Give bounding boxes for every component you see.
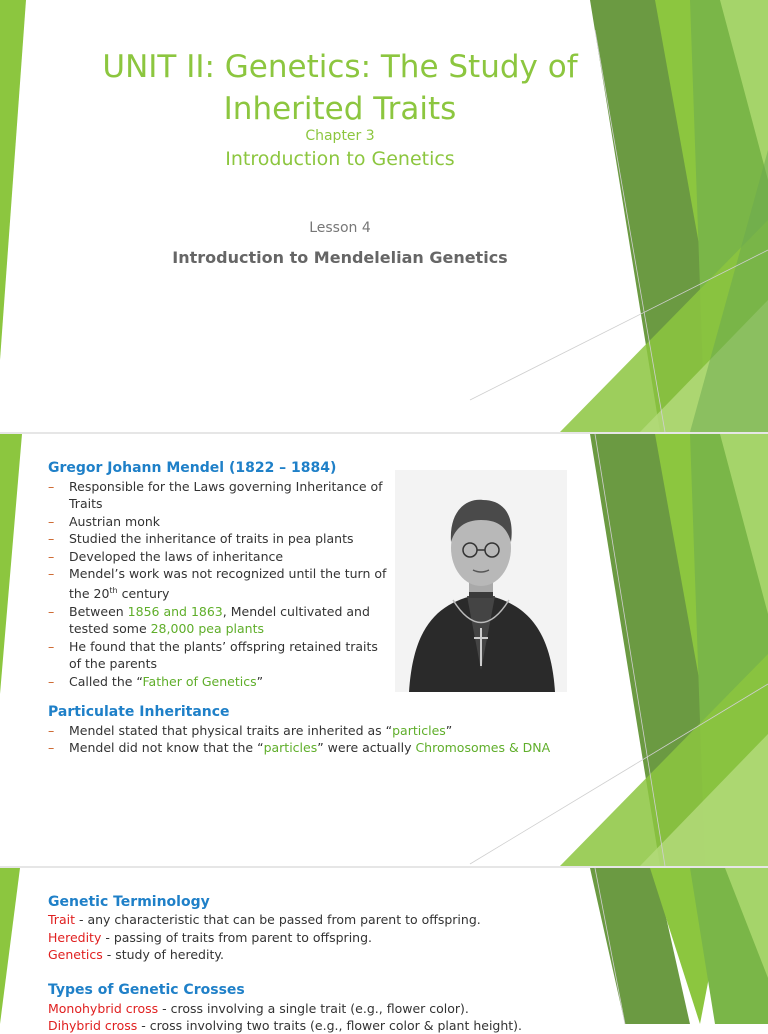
terminology-heading: Genetic Terminology (48, 894, 210, 910)
definition-monohybrid (48, 1000, 469, 1017)
list-item (48, 638, 388, 673)
slide-title-heading: UNIT II: Genetics: The Study of Inherited Traits (102, 49, 578, 127)
term: Genetics (48, 947, 103, 962)
list-item-text: Mendel stated that physical traits are inherited as “ (69, 723, 393, 738)
definition-text: - cross involving a single trait (e.g., flower color). (158, 1001, 469, 1016)
genetic-crosses-heading: Types of Genetic Crosses (48, 982, 245, 998)
lesson-label: Lesson 4 (309, 220, 371, 236)
term: Trait (48, 912, 75, 927)
list-item (48, 673, 388, 690)
slide-title (0, 0, 768, 432)
list-item-text: Called the “ (69, 673, 143, 689)
list-item-text: Responsible for the Laws governing Inheritance of Traits (69, 479, 383, 512)
highlight-chromosomes-dna: Chromosomes & DNA (415, 740, 551, 756)
list-item-text: Austrian monk (69, 513, 161, 529)
chapter-label: Chapter 3 (305, 128, 375, 144)
highlight-pea-plants: 28,000 pea plants (150, 621, 264, 637)
list-item-text: Developed the laws of inheritance (69, 548, 284, 564)
list-item (48, 530, 388, 547)
list-item-text: century (117, 586, 170, 602)
term: Heredity (48, 930, 102, 945)
slide-subtitle: Introduction to Genetics (225, 148, 455, 170)
definition-text: - cross involving two traits (e.g., flower color & plant height). (137, 1018, 523, 1033)
list-item-text: Mendel did not know that the “ (69, 740, 264, 756)
list-item (48, 548, 388, 565)
mendel-facts-list (48, 478, 388, 690)
term: Monohybrid cross (48, 1001, 159, 1016)
definition-dihybrid (48, 1017, 522, 1034)
list-item-text: Studied the inheritance of traits in pea plants (69, 531, 354, 547)
mendel-heading: Gregor Johann Mendel (1822 – 1884) (48, 460, 337, 476)
list-item-text: Between (69, 604, 128, 619)
list-item-text: ” (256, 673, 264, 689)
portrait-icon (395, 470, 567, 692)
particulate-inheritance-heading: Particulate Inheritance (48, 704, 230, 720)
superscript: th (109, 586, 118, 596)
highlight-father-of-genetics: Father of Genetics (142, 673, 257, 689)
definition-genetics (48, 946, 224, 963)
mendel-portrait (395, 470, 567, 692)
list-item-text: ” were actually (317, 740, 416, 756)
list-item (48, 565, 388, 603)
definition-text: - passing of traits from parent to offspring. (101, 930, 373, 945)
highlight-particles: particles (263, 740, 318, 756)
particulate-list (48, 722, 608, 757)
highlight-particles: particles (392, 723, 446, 738)
definition-trait (48, 911, 481, 928)
slide-terminology (0, 868, 768, 1033)
slide-mendel (0, 434, 768, 866)
list-item (48, 739, 608, 756)
list-item (48, 478, 388, 513)
highlight-years: 1856 and 1863 (127, 604, 223, 619)
definition-heredity (48, 929, 372, 946)
lesson-title: Introduction to Mendelelian Genetics (172, 248, 508, 267)
definition-text: - any characteristic that can be passed from parent to offspring. (74, 912, 481, 927)
list-item-text: , Mendel cultivated and tested some (69, 604, 370, 637)
list-item (48, 722, 608, 739)
definition-text: - study of heredity. (102, 947, 224, 962)
list-item-text: He found that the plants’ offspring retained traits of the parents (69, 638, 378, 672)
list-item-text: ” (445, 723, 453, 738)
list-item (48, 513, 388, 530)
list-item (48, 603, 388, 638)
term: Dihybrid cross (48, 1018, 138, 1033)
list-item-text: Mendel’s work was not recognized until the turn of the 20 (69, 566, 387, 602)
